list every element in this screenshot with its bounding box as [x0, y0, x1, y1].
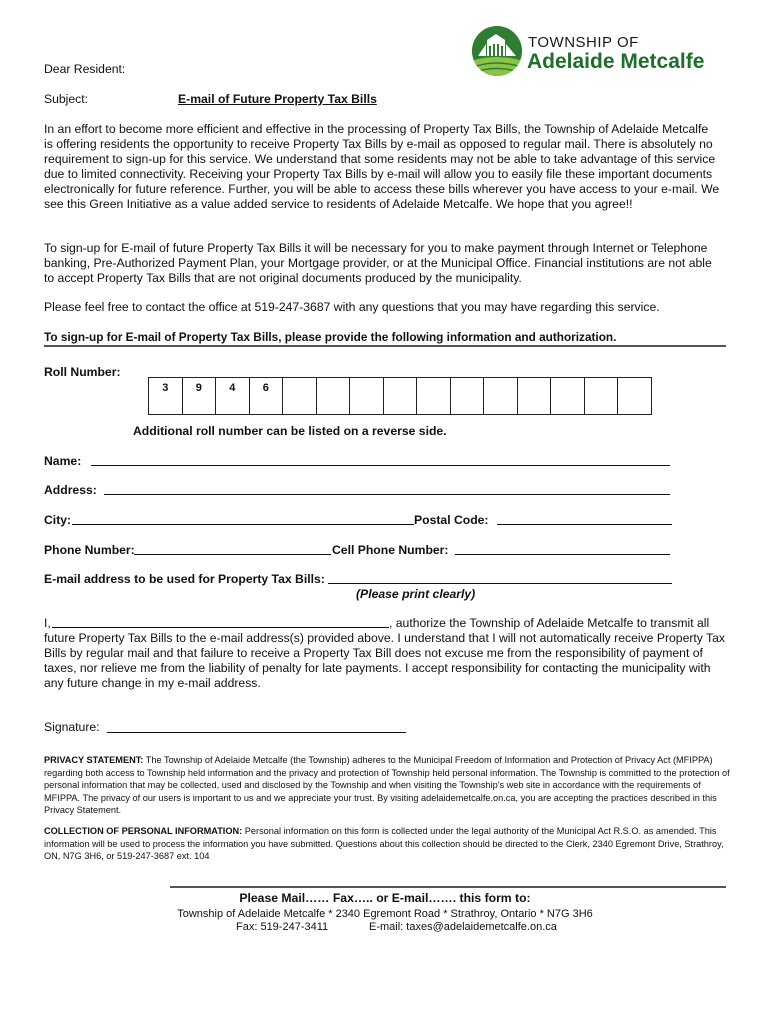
township-logo	[472, 24, 730, 86]
roll-note: Additional roll number can be listed on a reverse side.	[133, 424, 447, 438]
privacy-text: The Township of Adelaide Metcalfe (the Township) adheres to the Municipal Freedom of Information and Protection of Privacy Act (MFIPPA) regarding both access to Township held information and the privacy and protection of Township held personal information. The Township is committed to the protection of personal information that may be collected, used and disclosed by the Township and when visiting the Township's web site in accordance with the requirements of MFIPPA. The privacy of our users is important to us and we appreciate your trust. By visiting adelaidemetcalfe.on.ca, you are accepting the practices described in this Privacy Statement.	[44, 755, 730, 815]
phone-label: Phone Number:	[44, 543, 135, 557]
intro-paragraph: In an effort to become more efficient and effective in the processing of Property Tax Bills, the Township of Adelaide Metcalfe is offering residents the opportunity to receive Property Tax Bills by e-mail as opposed to regular mail. There is absolutely no requirement to sign-up for this service. We understand that some residents may not be able to take advantage of this service due to limited connectivity. Receiving your Property Tax Bills by e-mail will allow you to easily file these important documents electronically for future reference. Further, you will be able to access these bills wherever you have access to your e-mail. We see this Green Initiative as a value added service to residents of Adelaide Metcalfe. We hope that you agree!!	[44, 122, 720, 211]
collection-statement	[44, 825, 730, 863]
form-heading: To sign-up for E-mail of Property Tax Bills, please provide the following information and authorization.	[44, 330, 617, 344]
signup-paragraph: To sign-up for E-mail of future Property Tax Bills it will be necessary for you to make payment through Internet or Telephone banking, Pre-Authorized Payment Plan, your Mortgage provider, or at the Municipal Office. Financial institutions are not able to accept Property Tax Bills that are not original documents produced by the municipality.	[44, 241, 712, 285]
roll-digit-cell[interactable]	[316, 378, 350, 415]
address-label: Address:	[44, 483, 97, 497]
collection-label: COLLECTION OF PERSONAL INFORMATION:	[44, 826, 243, 836]
roll-digit-cell[interactable]	[350, 378, 384, 415]
name-field[interactable]	[91, 465, 670, 466]
subject-label: Subject:	[44, 92, 89, 106]
roll-digit-cell[interactable]	[517, 378, 551, 415]
roll-digit-cell[interactable]: 4	[216, 378, 250, 415]
footer-divider	[170, 886, 726, 888]
signature-label: Signature:	[44, 720, 100, 734]
roll-digit-cell[interactable]	[417, 378, 451, 415]
auth-text-body: future Property Tax Bills to the e-mail address(s) provided above. I understand that I will not automatically receive Property Tax Bills by regular mail and that failure to receive a Property Tax Bill does not excuse me from the responsibility of payment of taxes, nor relieve me from the liability of penalty for late payments. I accept responsibility for contacting the municipality with any future change in my e-mail address.	[44, 631, 726, 690]
email-label: E-mail address to be used for Property Tax Bills:	[44, 572, 325, 586]
postal-code-label: Postal Code:	[414, 513, 489, 527]
privacy-label: PRIVACY STATEMENT:	[44, 755, 144, 765]
name-label: Name:	[44, 454, 82, 468]
fax-number: Fax: 519-247-3411	[236, 921, 329, 933]
print-note: (Please print clearly)	[356, 587, 476, 601]
roll-digit-cell[interactable]: 3	[149, 378, 183, 415]
signature-field[interactable]	[107, 732, 406, 733]
township-address: Township of Adelaide Metcalfe * 2340 Egremont Road * Strathroy, Ontario * N7G 3H6	[177, 908, 593, 920]
collection-text: Personal information on this form is collected under the legal authority of the Municipal Act R.S.O. as amended. This information will be used to process the information you have submitted. Questions about this collection should be directed to the Clerk, 2340 Egremont Drive, Strathroy, ON, N7G 3H6, or 519-247-3687 ext. 104	[44, 826, 724, 861]
auth-text-line1: , authorize the Township of Adelaide Metcalfe to transmit all	[389, 616, 710, 630]
logo-emblem-icon	[472, 26, 522, 76]
contact-email[interactable]: E-mail: taxes@adelaidemetcalfe.on.ca	[369, 921, 557, 933]
address-field[interactable]	[104, 494, 670, 495]
privacy-statement	[44, 754, 730, 817]
cell-phone-field[interactable]	[455, 554, 670, 555]
greeting: Dear Resident:	[44, 62, 126, 76]
logo-line1: TOWNSHIP OF	[528, 34, 639, 51]
roll-digit-cell[interactable]: 9	[182, 378, 216, 415]
phone-field[interactable]	[134, 554, 331, 555]
logo-line2: Adelaide Metcalfe	[527, 50, 705, 73]
roll-digit-cell[interactable]	[484, 378, 518, 415]
roll-digit-cell[interactable]	[584, 378, 618, 415]
mail-instruction: Please Mail…… Fax….. or E-mail……. this form to:	[239, 891, 531, 905]
roll-digit-cell[interactable]	[618, 378, 652, 415]
roll-number-grid	[148, 377, 652, 415]
roll-digit-cell[interactable]	[383, 378, 417, 415]
city-field[interactable]	[72, 524, 414, 525]
auth-name-field[interactable]	[52, 627, 389, 628]
roll-digit-cell[interactable]	[283, 378, 317, 415]
cell-phone-label: Cell Phone Number:	[332, 543, 449, 557]
roll-digit-cell[interactable]: 6	[249, 378, 283, 415]
postal-code-field[interactable]	[497, 524, 672, 525]
subject-title: E-mail of Future Property Tax Bills	[178, 92, 377, 106]
auth-i: I,	[44, 616, 51, 630]
city-label: City:	[44, 513, 72, 527]
contact-paragraph: Please feel free to contact the office at 519-247-3687 with any questions that you may have regarding this service.	[44, 300, 660, 314]
roll-digit-cell[interactable]	[450, 378, 484, 415]
roll-digit-cell[interactable]	[551, 378, 585, 415]
roll-number-label: Roll Number:	[44, 365, 121, 379]
heading-divider	[44, 345, 726, 347]
email-field[interactable]	[328, 583, 672, 584]
